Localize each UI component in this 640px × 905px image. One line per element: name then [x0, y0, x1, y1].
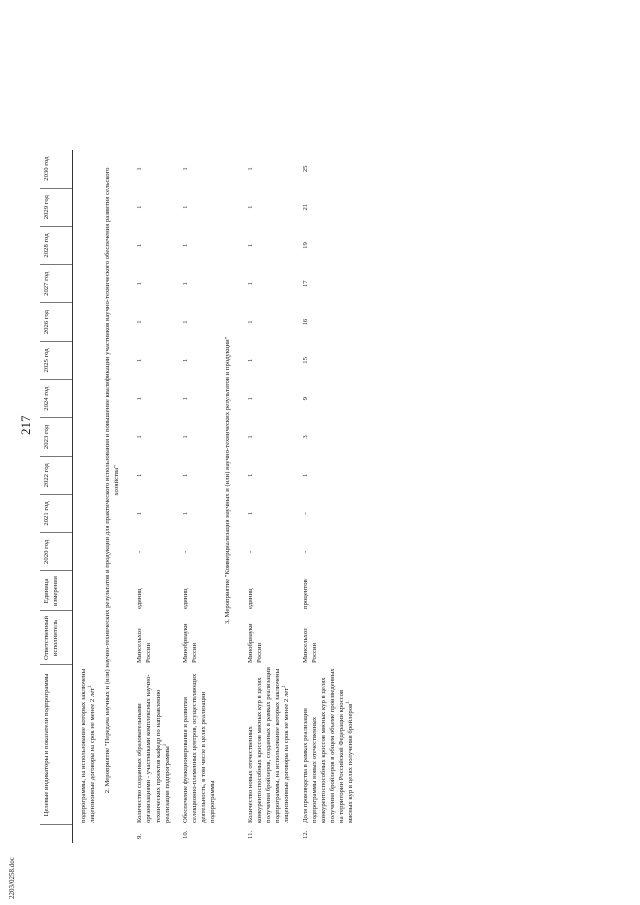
- indicator-name: Доля производства в рамках реализации подпрограммы новых отечественных конкурентоспособных кроссов мясных кур в целях получения бройлеров в общем объеме произведенных на территории Российской Федерации кроссов мясных кур в целях получения бройлеров$^1$: [301, 668, 355, 823]
- year-value: 1: [136, 282, 144, 286]
- header-year: 2027 год: [40, 265, 73, 303]
- year-value: 1: [181, 358, 189, 363]
- year-value: 1: [181, 167, 189, 171]
- header-unit: Единица измерения: [40, 571, 73, 611]
- header-year: 2026 год: [40, 303, 73, 341]
- header-year: 2021 год: [40, 494, 73, 532]
- row-number: 9.: [136, 833, 144, 839]
- year-value: 1: [301, 473, 309, 477]
- responsible-executor: Минсельхоз России: [136, 628, 153, 663]
- year-value: 9: [301, 397, 309, 401]
- unit-of-measure: единиц: [247, 588, 255, 609]
- year-value: 1: [136, 358, 144, 363]
- year-value: -: [301, 512, 309, 515]
- row-number: 12.: [301, 830, 309, 839]
- year-value: -: [136, 550, 144, 553]
- continuation-text: подпрограммы, на использование которых заключены лицензионные договоры на срок не менее 2 лет$^1$: [80, 668, 97, 823]
- year-value: -: [181, 550, 189, 553]
- year-value: 1: [247, 435, 255, 439]
- year-value: -: [301, 550, 309, 553]
- year-value: 1: [136, 243, 144, 248]
- section-title-2: 2. Мероприятие "Передача научных и (или) научно-технических результатов и продукции для практического использования и повышение квалификации участников научно-технического обеспечения развития сельского хозяйства": [104, 167, 121, 794]
- table-row: [238, 150, 292, 843]
- continuation-row: [73, 150, 99, 843]
- year-value: 16: [301, 318, 309, 326]
- table-header-row: [40, 150, 73, 843]
- year-value: 1: [181, 435, 189, 439]
- header-year: 2023 год: [40, 418, 73, 456]
- section-title-3: 3. Мероприятие "Коммерциализация научных и (или) научно-технических результатов и продукции": [224, 336, 232, 625]
- year-value: 1: [181, 243, 189, 248]
- unit-of-measure: процентов: [301, 579, 309, 609]
- header-year: 2020 год: [40, 533, 73, 571]
- header-num: [40, 825, 73, 843]
- year-value: 1: [136, 205, 144, 209]
- responsible-executor: Минобрнауки России: [247, 623, 264, 663]
- year-value: 1: [247, 243, 255, 248]
- year-value: 1: [136, 320, 144, 324]
- indicator-name: Количество новых отечественных конкурентоспособных кроссов мясных кур в целях получения бройлеров, созданных в рамках реализации подпрограммы, на использование которых заключены лицензионные договоры на срок не менее 2 лет$^1$: [247, 667, 291, 823]
- year-value: 1: [247, 320, 255, 324]
- year-value: 1: [181, 473, 189, 477]
- indicator-name: Количество созданных образовательными организациями - участниками комплексных научно-технических проектов кафедр по направлению реализации подпрограммы$^1$: [136, 674, 171, 823]
- year-value: 1: [247, 358, 255, 363]
- indicator-name: Обеспечение функционирования и развития селекционно-племенных центров, осуществляющих деятельность, в том числе в целях реализации подпрограммы: [181, 673, 216, 823]
- year-value: 15: [301, 357, 309, 364]
- year-value: 1: [181, 320, 189, 324]
- header-responsible: Ответственный исполнитель: [40, 611, 73, 665]
- responsible-executor: Минсельхоз России: [301, 628, 318, 663]
- header-year: 2022 год: [40, 456, 73, 494]
- year-value: 1: [181, 511, 189, 516]
- header-year: 2029 год: [40, 188, 73, 226]
- year-value: 1: [247, 397, 255, 401]
- year-value: 1: [247, 167, 255, 171]
- year-value: 1: [136, 435, 144, 439]
- year-value: 1: [181, 205, 189, 209]
- responsible-executor: Минобрнауки России: [181, 623, 198, 663]
- year-value: 1: [247, 473, 255, 477]
- year-value: 1: [247, 205, 255, 209]
- row-number: 10.: [181, 830, 189, 839]
- year-value: 1: [181, 397, 189, 401]
- header-year: 2028 год: [40, 226, 73, 264]
- year-value: 1: [136, 397, 144, 401]
- section-row: [98, 150, 127, 843]
- year-value: 3: [301, 435, 309, 439]
- table-row: [293, 150, 357, 843]
- header-indicator: Целевые индикаторы и показатели подпрограммы: [40, 665, 73, 825]
- table-row: [173, 150, 218, 843]
- year-value: 21: [301, 203, 309, 211]
- year-value: 1: [136, 511, 144, 516]
- year-value: 19: [301, 242, 309, 249]
- year-value: 25: [301, 165, 309, 173]
- row-number: 11.: [247, 830, 255, 839]
- year-value: 17: [301, 280, 309, 288]
- section-row: [218, 150, 238, 843]
- page-number: 217: [18, 415, 33, 435]
- unit-of-measure: единиц: [181, 588, 189, 609]
- header-year: 2025 год: [40, 341, 73, 379]
- year-value: 1: [136, 473, 144, 477]
- year-value: 1: [247, 282, 255, 286]
- indicators-table: [40, 150, 356, 843]
- footer-file-name: 2203/0258.doc: [8, 857, 16, 899]
- year-value: 1: [181, 282, 189, 286]
- year-value: 1: [136, 167, 144, 171]
- table-row: [127, 150, 172, 843]
- year-value: 1: [247, 511, 255, 516]
- year-value: -: [247, 550, 255, 553]
- unit-of-measure: единиц: [136, 588, 144, 609]
- header-year: 2024 год: [40, 380, 73, 418]
- header-year: 2030 год: [40, 150, 73, 188]
